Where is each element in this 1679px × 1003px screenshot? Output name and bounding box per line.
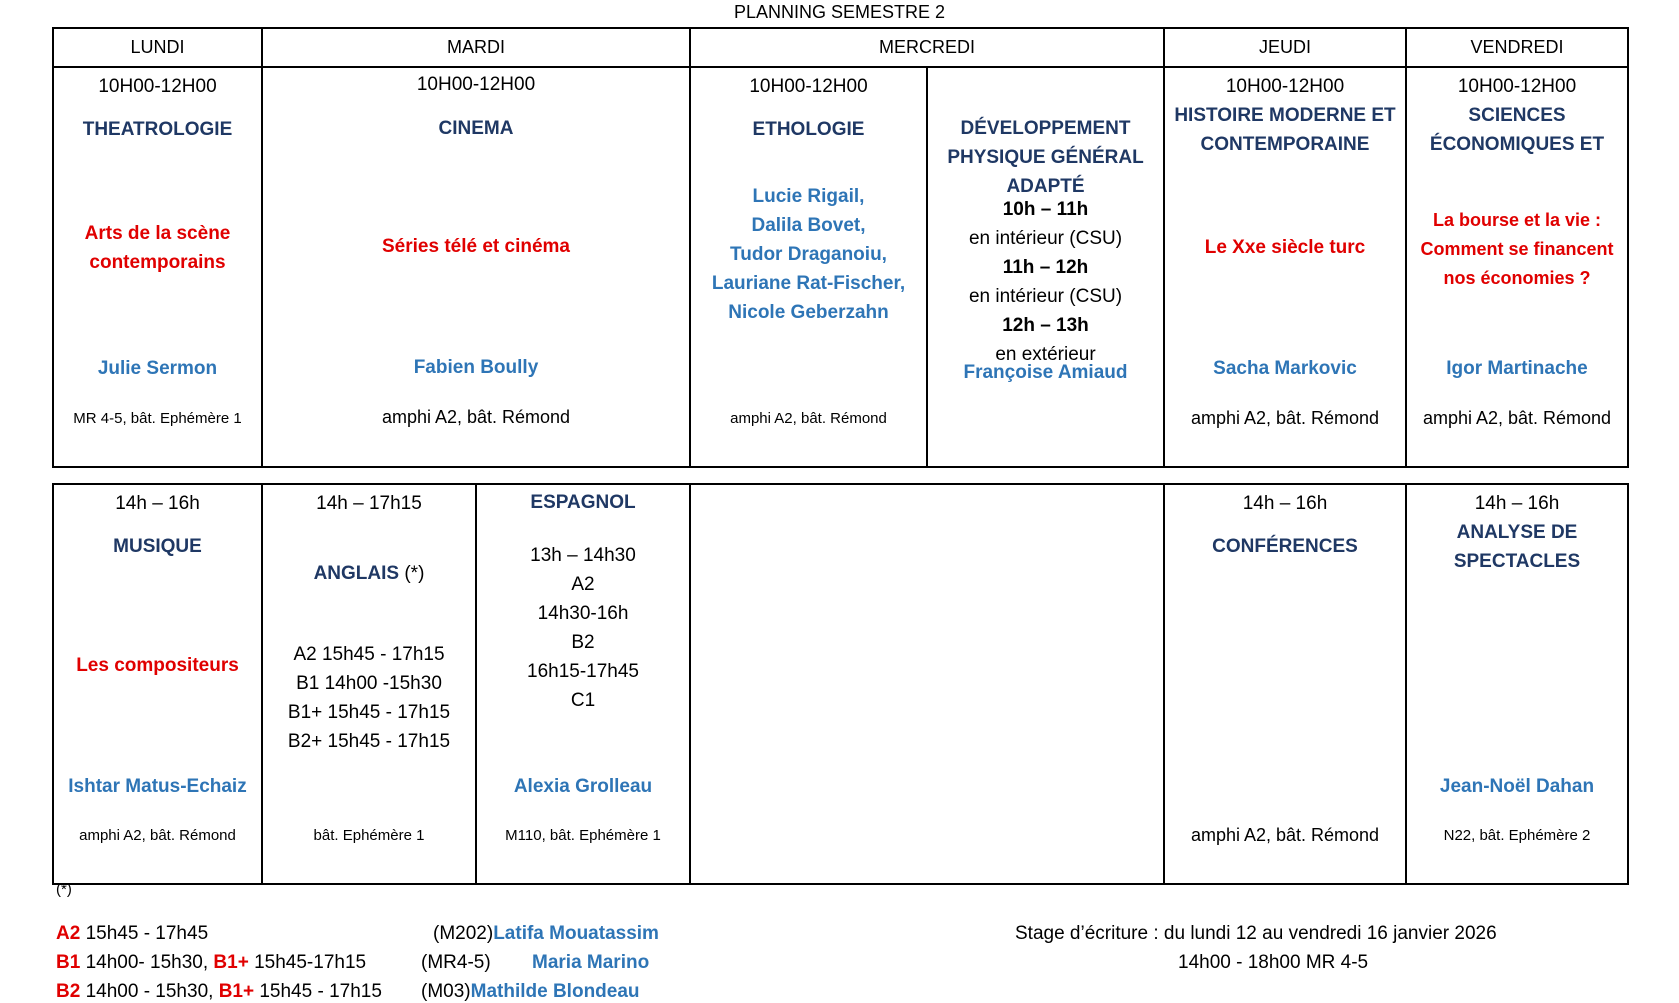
- course-teacher: Ishtar Matus-Echaiz: [68, 776, 247, 797]
- course-theme: Arts de la scène contemporains: [84, 223, 231, 273]
- course-subject: SCIENCES ÉCONOMIQUES ET: [1429, 105, 1605, 155]
- course-teacher: Igor Martinache: [1446, 358, 1588, 379]
- course-teacher: Françoise Amiaud: [963, 362, 1128, 383]
- course-subject: DÉVELOPPEMENT PHYSIQUE GÉNÉRAL ADAPTÉ: [947, 118, 1144, 197]
- course-cell-empty: [690, 484, 1164, 884]
- course-cell-theatrologie: [53, 67, 262, 467]
- course-cell-cinema: [262, 67, 690, 467]
- day-mardi: MARDI: [262, 28, 690, 67]
- course-cell-conferences: [1164, 484, 1406, 884]
- course-subject: MUSIQUE: [113, 536, 202, 557]
- course-time: 10H00-12H00: [416, 74, 536, 95]
- course-time: 14h – 16h: [1474, 493, 1560, 514]
- course-teachers: Lucie Rigail, Dalila Bovet, Tudor Draganoiu, Lauriane Rat-Fischer, Nicole Geberzahn: [711, 186, 906, 323]
- day-lundi: LUNDI: [53, 28, 262, 67]
- course-room: amphi A2, bât. Rémond: [730, 410, 887, 427]
- course-subject: ANALYSE DE SPECTACLES: [1453, 522, 1581, 572]
- course-time: 10H00-12H00: [749, 76, 868, 97]
- stage-line-2: 14h00 - 18h00 MR 4-5: [1178, 952, 1369, 973]
- course-room: bât. Ephémère 1: [313, 827, 425, 844]
- course-teacher: Sacha Markovic: [1213, 358, 1357, 379]
- page-title: PLANNING SEMESTRE 2: [733, 2, 946, 22]
- course-cell-ethologie: [690, 67, 927, 467]
- course-time: 14h – 17h15: [316, 493, 422, 514]
- course-theme: La bourse et la vie : Comment se financent nos économies ?: [1420, 210, 1614, 288]
- course-room: M110, bât. Ephémère 1: [505, 827, 661, 844]
- footnote-marker: (*): [56, 881, 72, 898]
- stage-line-1: Stage d’écriture : du lundi 12 au vendredi 16 janvier 2026: [1015, 923, 1497, 944]
- course-teacher: Julie Sermon: [97, 358, 218, 379]
- course-time: 10H00-12H00: [1457, 76, 1577, 97]
- course-time: 10H00-12H00: [1225, 76, 1345, 97]
- day-mercredi: MERCREDI: [690, 28, 1164, 67]
- course-teacher: Alexia Grolleau: [513, 776, 653, 797]
- course-theme: Séries télé et cinéma: [382, 236, 570, 257]
- footnote-row-a2: A2 15h45 - 17h45: [56, 923, 209, 944]
- day-vendredi: VENDREDI: [1406, 28, 1628, 67]
- course-levels: A2 15h45 - 17h15 B1 14h00 -15h30 B1+ 15h45 - 17h15 B2+ 15h45 - 17h15: [287, 644, 451, 752]
- course-cell-dpga: [927, 67, 1164, 467]
- course-slots: 10h – 11h en intérieur (CSU) 11h – 12h en intérieur (CSU) 12h – 13h en extérieur: [968, 199, 1123, 365]
- course-cell-analyse: [1406, 484, 1628, 884]
- course-subject: ETHOLOGIE: [752, 119, 865, 140]
- course-room: amphi A2, bât. Rémond: [381, 407, 571, 427]
- course-subject: ANGLAIS (*): [313, 563, 425, 584]
- course-lines: 13h – 14h30 A2 14h30-16h B2 16h15-17h45 C1: [527, 545, 639, 711]
- course-subject: ESPAGNOL: [530, 492, 636, 513]
- course-teacher: Fabien Boully: [413, 357, 539, 378]
- footnote-room-a2: (M202)Latifa Mouatassim: [433, 923, 659, 944]
- days-header: [52, 27, 1629, 68]
- course-cell-histoire: [1164, 67, 1406, 467]
- footnote-room-b1: (MR4-5): [421, 952, 491, 973]
- course-subject: THEATROLOGIE: [82, 119, 233, 140]
- course-theme: Les compositeurs: [76, 655, 239, 676]
- footnote-teacher-b1: Maria Marino: [532, 952, 650, 973]
- course-time: 10H00-12H00: [98, 76, 217, 97]
- course-teacher: Jean-Noël Dahan: [1439, 776, 1595, 797]
- course-subject: CONFÉRENCES: [1212, 536, 1358, 557]
- course-time: 14h – 16h: [115, 493, 200, 514]
- afternoon-schedule: [52, 483, 1629, 885]
- footnote-row-b2: B2 14h00 - 15h30, B1+ 15h45 - 17h15: [56, 981, 382, 1002]
- course-cell-musique: [53, 484, 262, 884]
- course-cell-espagnol: [476, 484, 690, 884]
- course-room: amphi A2, bât. Rémond: [1190, 408, 1380, 428]
- course-room: N22, bât. Ephémère 2: [1443, 827, 1591, 844]
- course-cell-sciences-eco: [1406, 67, 1628, 467]
- footnote-row-b1: B1 14h00- 15h30, B1+ 15h45-17h15: [56, 952, 367, 973]
- morning-schedule: [52, 66, 1629, 468]
- course-theme: Le Xxe siècle turc: [1204, 237, 1366, 258]
- course-room: amphi A2, bât. Rémond: [1190, 825, 1380, 845]
- course-subject: CINEMA: [438, 118, 514, 139]
- course-room: amphi A2, bât. Rémond: [1422, 408, 1612, 428]
- course-cell-anglais: [262, 484, 476, 884]
- course-room: amphi A2, bât. Rémond: [79, 827, 236, 844]
- footnote-room-b2: (M03)Mathilde Blondeau: [421, 981, 640, 1002]
- course-room: MR 4-5, bât. Ephémère 1: [73, 410, 242, 427]
- course-subject: HISTOIRE MODERNE ET CONTEMPORAINE: [1174, 105, 1396, 155]
- course-time: 14h – 16h: [1242, 493, 1328, 514]
- day-jeudi: JEUDI: [1164, 28, 1406, 67]
